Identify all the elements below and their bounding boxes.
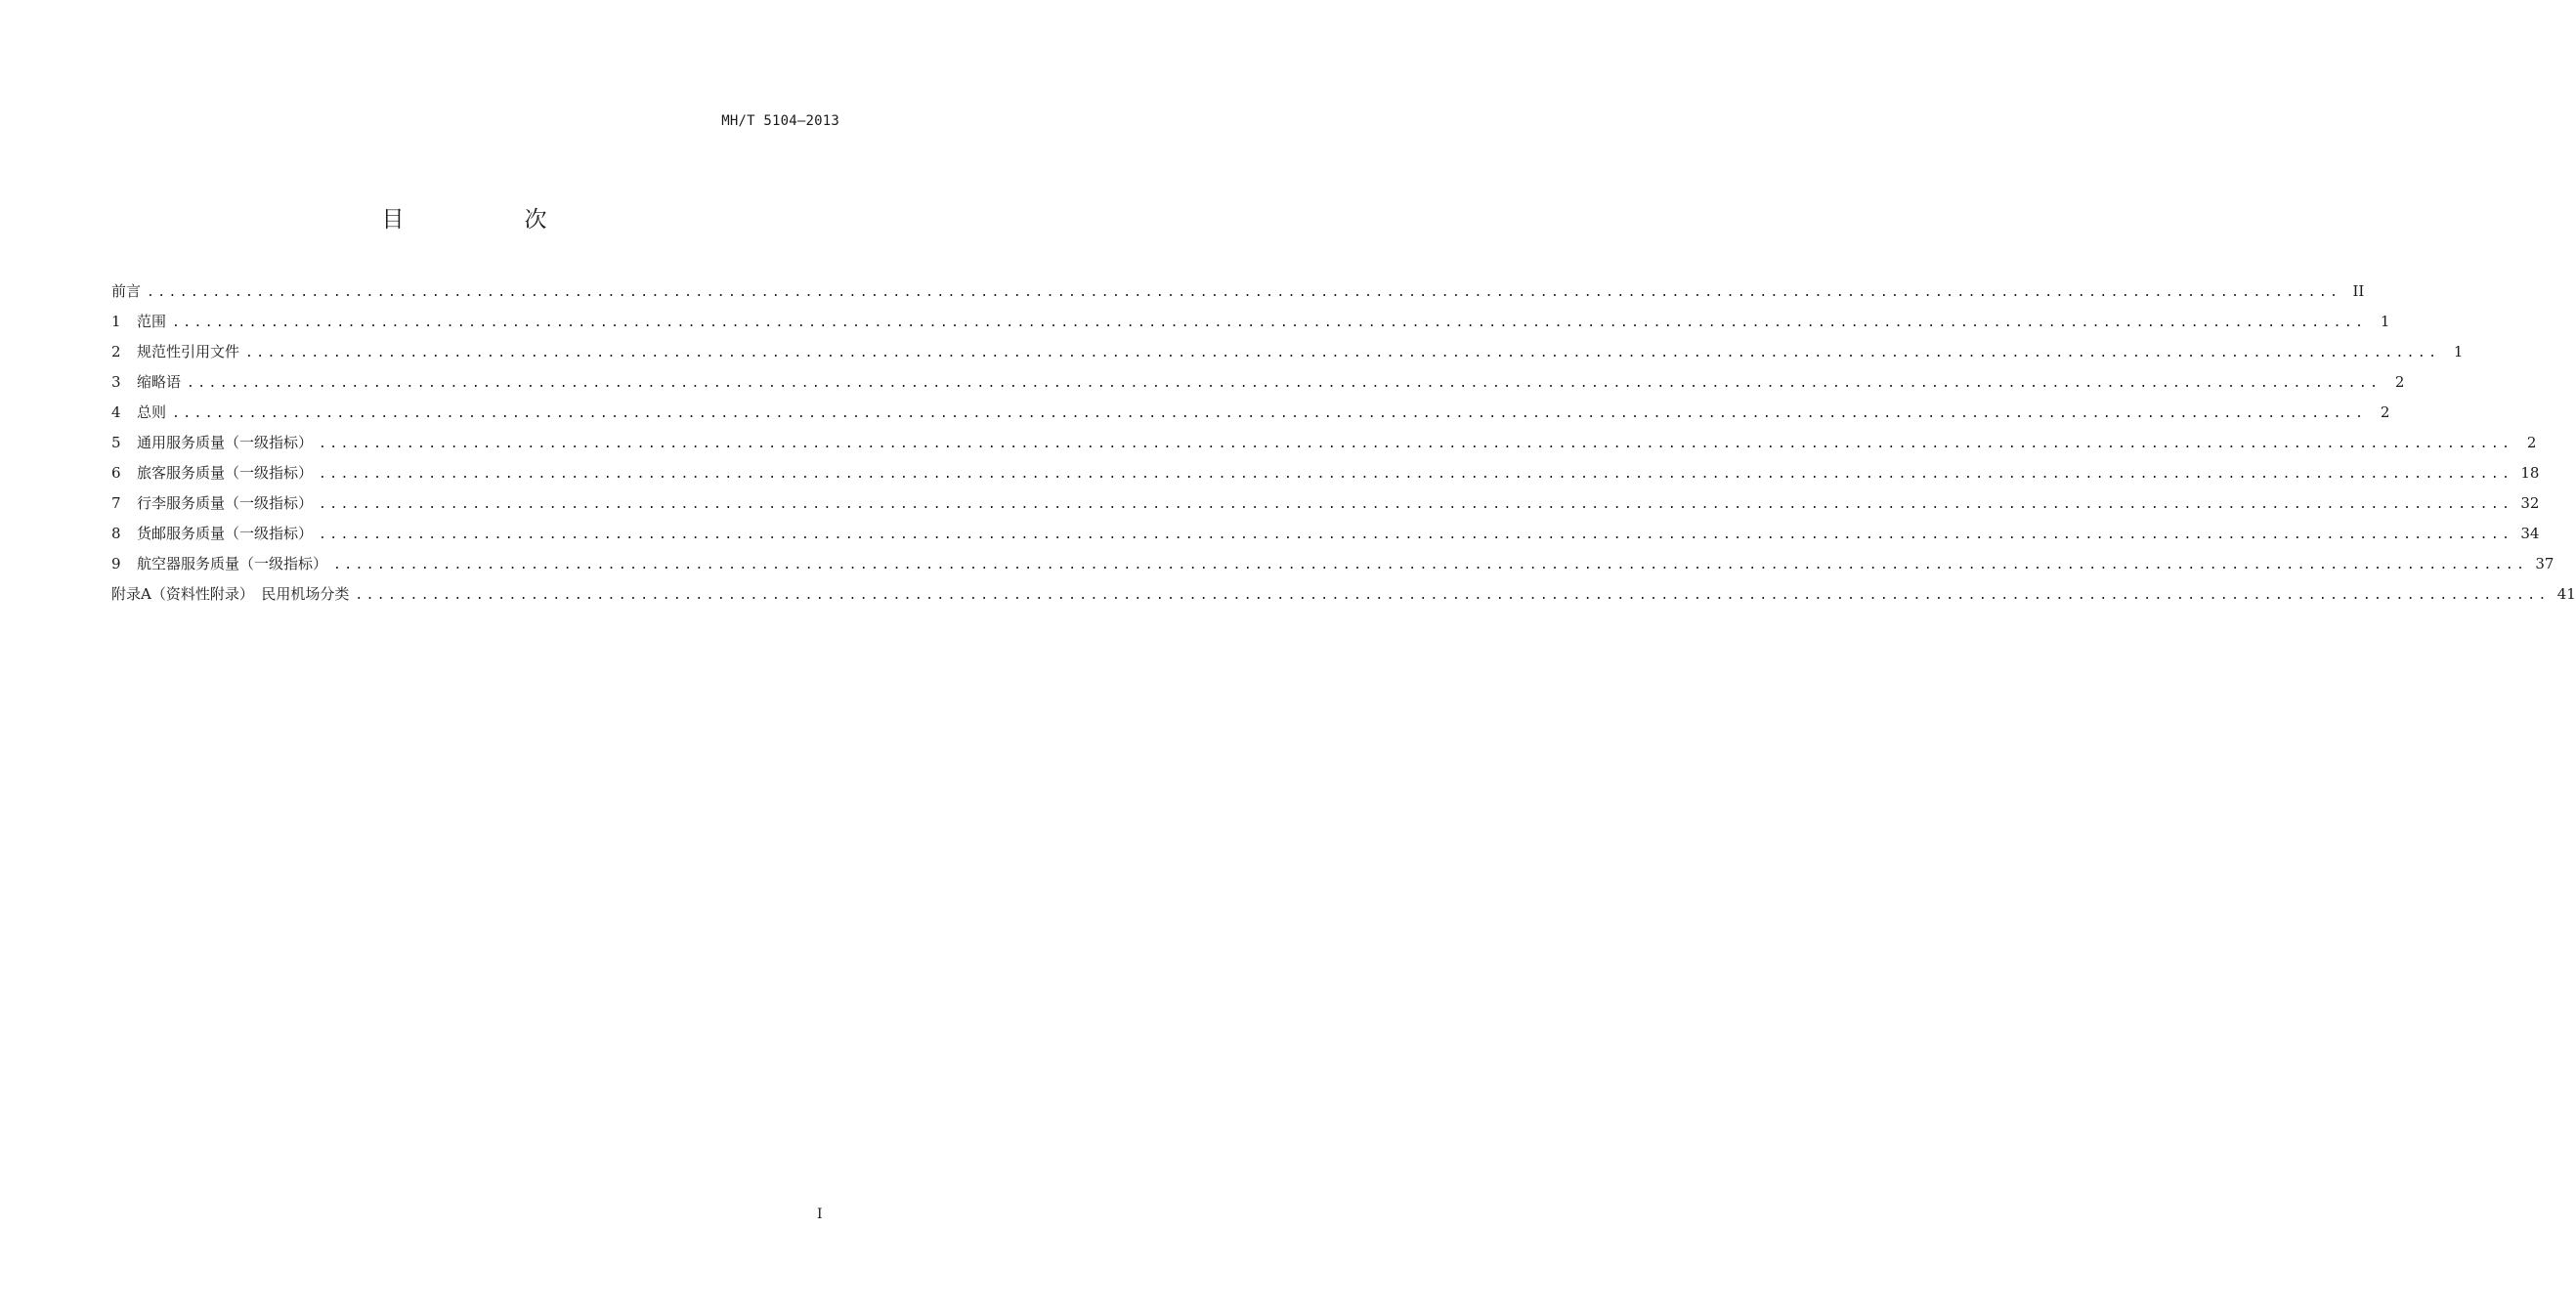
toc-entry[interactable] xyxy=(111,431,2537,461)
toc-entry[interactable] xyxy=(111,582,2576,613)
toc-entry[interactable] xyxy=(111,491,2540,522)
toc-entry-page: 1 xyxy=(2453,343,2464,360)
toc-entry-label: 缩略语 xyxy=(137,373,182,391)
document-code: MH/T 5104—2013 xyxy=(721,113,839,129)
toc-entry-number: 6 xyxy=(111,464,121,482)
toc-entry-label: 附录A（资料性附录） 民用机场分类 xyxy=(111,585,350,603)
toc-entry[interactable] xyxy=(111,279,2365,310)
toc-entry[interactable] xyxy=(111,522,2540,552)
toc-entry-page: 1 xyxy=(2380,313,2390,330)
toc-dot-leader: ........................................................................................................................................................................................................ xyxy=(245,346,2440,360)
toc-entry-label: 前言 xyxy=(111,282,142,300)
toc-dot-leader: ........................................................................................................................................................................................................ xyxy=(319,467,2513,482)
toc-entry-number: 4 xyxy=(111,403,121,421)
toc-entry-page: 2 xyxy=(2380,403,2390,421)
toc-dot-leader: ........................................................................................................................................................................................................ xyxy=(187,376,2382,391)
toc-entry-number: 1 xyxy=(111,313,121,330)
toc-entry-label: 行李服务质量（一级指标） xyxy=(137,494,314,512)
toc-entry-label: 规范性引用文件 xyxy=(137,343,240,360)
toc-entry-number: 8 xyxy=(111,525,121,542)
toc-entry-page: 2 xyxy=(2394,373,2405,391)
toc-entry-number: 7 xyxy=(111,494,121,512)
toc-entry-label: 通用服务质量（一级指标） xyxy=(137,434,314,451)
toc-dot-leader: ........................................................................................................................................................................................................ xyxy=(319,497,2513,512)
toc-entry-page: II xyxy=(2352,282,2365,300)
toc-entry[interactable] xyxy=(111,310,2390,340)
toc-entry-label: 总则 xyxy=(137,403,167,421)
toc-dot-leader: ........................................................................................................................................................................................................ xyxy=(319,437,2513,451)
toc-entry-page: 18 xyxy=(2520,464,2540,482)
toc-dot-leader: ........................................................................................................................................................................................................ xyxy=(147,285,2341,300)
toc-entry-page: 41 xyxy=(2556,585,2576,603)
toc-entry-number: 9 xyxy=(111,555,121,572)
toc-entry[interactable] xyxy=(111,401,2390,431)
toc-entry-label: 货邮服务质量（一级指标） xyxy=(137,525,314,542)
toc-entry-number: 5 xyxy=(111,434,121,451)
toc-dot-leader: ........................................................................................................................................................................................................ xyxy=(172,406,2367,421)
toc-entry-number: 3 xyxy=(111,373,121,391)
toc-entry[interactable] xyxy=(111,461,2540,491)
table-of-contents xyxy=(111,279,2576,613)
toc-dot-leader: ........................................................................................................................................................................................................ xyxy=(172,316,2367,330)
toc-entry-page: 37 xyxy=(2535,555,2555,572)
toc-dot-leader: ........................................................................................................................................................................................................ xyxy=(333,558,2528,572)
toc-entry-label: 航空器服务质量（一级指标） xyxy=(137,555,328,572)
toc-entry-label: 范围 xyxy=(137,313,167,330)
page-number: I xyxy=(817,1207,823,1222)
toc-entry-label: 旅客服务质量（一级指标） xyxy=(137,464,314,482)
toc-entry[interactable] xyxy=(111,552,2555,582)
toc-entry-page: 2 xyxy=(2526,434,2537,451)
toc-title: 目 次 xyxy=(381,207,596,233)
toc-dot-leader: ........................................................................................................................................................................................................ xyxy=(355,588,2550,603)
toc-entry[interactable] xyxy=(111,370,2405,401)
toc-dot-leader: ........................................................................................................................................................................................................ xyxy=(319,528,2513,542)
toc-entry-page: 34 xyxy=(2520,525,2540,542)
toc-entry[interactable] xyxy=(111,340,2464,370)
toc-entry-page: 32 xyxy=(2520,494,2540,512)
toc-entry-number: 2 xyxy=(111,343,121,360)
